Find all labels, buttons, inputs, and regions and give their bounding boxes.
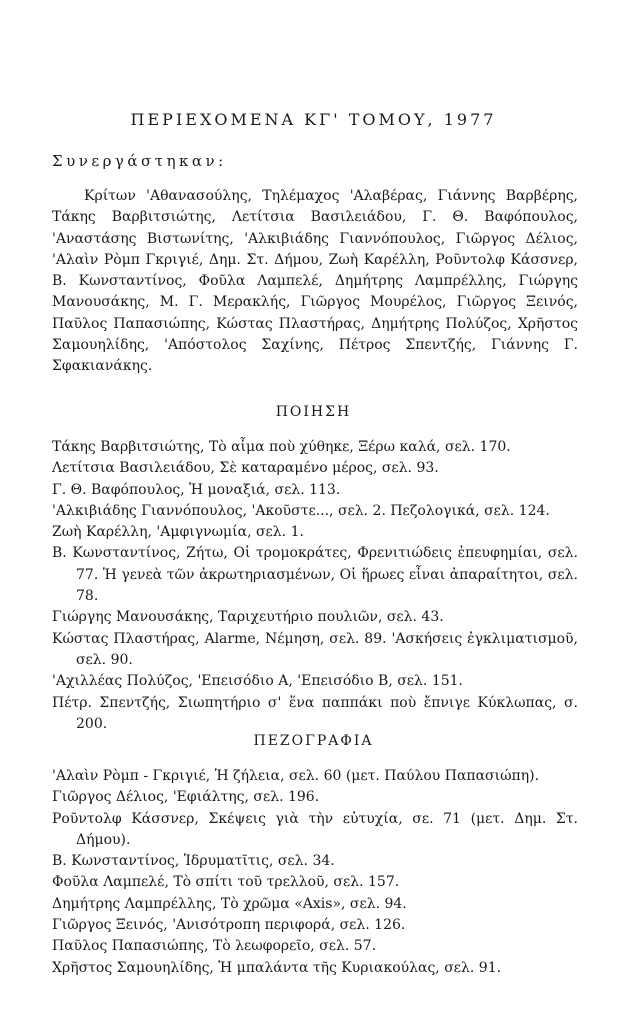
page-title: ΠΕΡΙΕΧΟΜΕΝΑ ΚΓ' ΤΟΜΟΥ, 1977 bbox=[130, 110, 497, 129]
list-item: Πέτρ. Σπεντζής, Σιωπητήριο σ' ἕνα παππάκι ποὺ ἔπνιγε Κύκλωπας, σ. 200. bbox=[52, 694, 578, 732]
list-item: Γ. Θ. Βαφόπουλος, Ἡ μοναξιά, σελ. 113. bbox=[52, 481, 341, 498]
list-item: Γιώργης Μανουσάκης, Ταριχευτήριο πουλιῶν, σελ. 43. bbox=[52, 609, 444, 626]
contributors-heading: Συνεργάστηκαν: bbox=[52, 152, 227, 170]
list-item: Ροῦντολφ Κάσσνερ, Σκέψεις γιὰ τὴν εὐτυχία, σε. 71 (μετ. Δημ. Στ. Δήμου). bbox=[52, 810, 578, 848]
list-item: Λετίτσια Βασιλειάδου, Σὲ καταραμένο μέρος, σελ. 93. bbox=[52, 460, 439, 477]
poetry-heading: ΠΟΙΗΣΗ bbox=[275, 404, 352, 420]
list-item: 'Αλαὶν Ρὸμπ - Γκριγιέ, Ἡ ζήλεια, σελ. 60 (μετ. Παύλου Παπασιώπη). bbox=[52, 768, 540, 784]
list-item: Ζωὴ Καρέλλη, 'Αμφιγνωμία, σελ. 1. bbox=[52, 524, 304, 541]
list-item: Β. Κωνσταντίνος, Ζήτω, Οἱ τρομοκράτες, Φρενιτιώδεις ἐπευφημίαι, σελ. 77. Ἡ γενεὰ τῶν ἀκρωτηριασμένων, Οἱ ἥρωες εἶναι ἀπαραίτητοι, σελ. 78. bbox=[52, 545, 578, 605]
list-item: Δημήτρης Λαμπρέλλης, Τὸ χρῶμα «Axis», σελ. 94. bbox=[52, 895, 407, 912]
list-item: Κώστας Πλαστήρας, Alarme, Νέμηση, σελ. 89. 'Ασκήσεις ἐγκλιματισμοῦ, σελ. 90. bbox=[52, 630, 578, 668]
contributors-list: Κρίτων 'Αθανασούλης, Τηλέμαχος 'Αλαβέρας, Γιάννης Βαρβέρης, Τάκης Βαρβιτσιώτης, Λετίτσια Βασιλειάδου, Γ. Θ. Βαφόπουλος, 'Αναστάσης Βιστωνίτης, 'Αλκιβιάδης Γιαννόπουλος, Γιῶργος Δέλιος, 'Αλαὶν Ρὸμπ Γκριγιέ, Δημ. Στ. Δήμου, Ζωὴ Καρέλλη, Ροῦντολφ Κάσσνερ, Β. Κωνσταντίνος, Φοῦλα Λαμπελέ, Δημήτρης Λαμπρέλλης, Γιώργης Μανουσάκης, Μ. Γ. Μερακλής, Γιῶργος Μουρέλος, Γιῶργος Ξεινός, Παῦλος Παπασιώπης, Κώστας Πλαστήρας, Δημήτρης Πολύζος, Χρῆστος Σαμουηλίδης, 'Απόστολος Σαχίνης, Πέτρος Σπεντζής, Γιάννης Γ. Σφακιανάκης. bbox=[52, 188, 578, 375]
prose-heading: ΠΕΖΟΓΡΑΦΙΑ bbox=[253, 733, 374, 749]
list-item: 'Αλκιβιάδης Γιαννόπουλος, 'Ακοῦστε..., σελ. 2. Πεζολογικά, σελ. 124. bbox=[52, 502, 550, 519]
list-item: Β. Κωνσταντίνος, Ἱδρυματῖτις, σελ. 34. bbox=[52, 853, 335, 870]
list-item: Φοῦλα Λαμπελέ, Τὸ σπίτι τοῦ τρελλοῦ, σελ. 157. bbox=[52, 874, 400, 891]
list-item: Χρῆστος Σαμουηλίδης, Ἡ μπαλάντα τῆς Κυριακούλας, σελ. 91. bbox=[52, 959, 502, 976]
list-item: Γιῶργος Δέλιος, 'Εφιάλτης, σελ. 196. bbox=[52, 789, 320, 806]
poetry-list bbox=[52, 437, 578, 735]
list-item: Γιῶργος Ξεινός, 'Ανισότροπη περιφορά, σελ. 126. bbox=[52, 917, 406, 934]
list-item: Παῦλος Παπασιώπης, Τὸ λεωφορεῖο, σελ. 57. bbox=[52, 938, 377, 955]
list-item: 'Αχιλλέας Πολύζος, 'Επεισόδιο Α, 'Επεισόδιο Β, σελ. 151. bbox=[52, 673, 463, 690]
prose-list bbox=[52, 766, 578, 979]
list-item: Τάκης Βαρβιτσιώτης, Τὸ αἷμα ποὺ χύθηκε, Ξέρω καλά, σελ. 170. bbox=[52, 439, 511, 455]
